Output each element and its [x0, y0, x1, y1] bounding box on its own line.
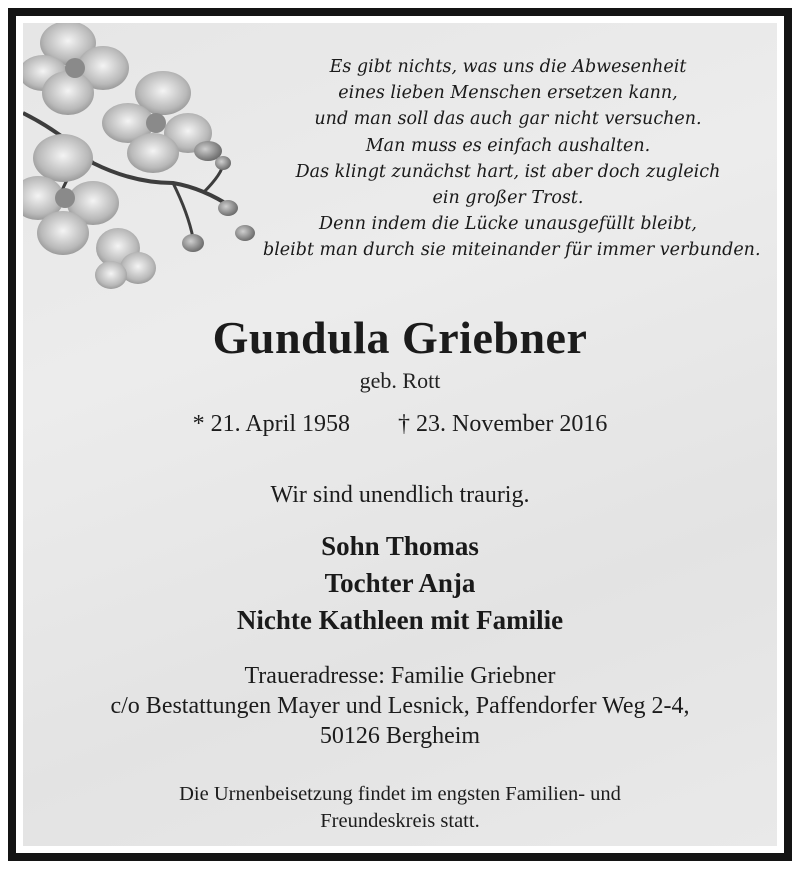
mourner: Nichte Kathleen mit Familie: [236, 605, 564, 635]
address-line: c/o Bestattungen Mayer und Lesnick, Paffendorfer Weg 2-4,: [110, 693, 690, 719]
address-line: Traueradresse: Familie Griebner: [244, 663, 556, 689]
maiden-name: geb. Rott: [359, 368, 441, 393]
mourning-address: [23, 661, 777, 751]
poem-line: Das klingt zunächst hart, ist aber doch zugleich: [295, 161, 721, 182]
death-date: † 23. November 2016: [398, 411, 608, 437]
notice-line: Die Urnenbeisetzung findet im engsten Familien- und: [179, 783, 621, 805]
poem-line: bleibt man durch sie miteinander für immer verbunden.: [263, 240, 761, 261]
poem-line: Es gibt nichts, was uns die Abwesenheit: [329, 57, 687, 77]
mourning-message: Wir sind unendlich traurig.: [270, 482, 530, 508]
notice-line: Freundeskreis statt.: [320, 810, 480, 832]
birth-date: * 21. April 1958: [192, 411, 351, 437]
obituary-frame: [8, 8, 792, 861]
poem-line: Man muss es einfach aushalten.: [365, 135, 651, 156]
poem-line: eines lieben Menschen ersetzen kann,: [338, 83, 678, 104]
deceased-name: Gundula Griebner: [212, 312, 588, 363]
mourner: Tochter Anja: [324, 568, 476, 598]
address-line: 50126 Bergheim: [319, 723, 481, 749]
obituary-panel: [23, 23, 777, 846]
poem-line: Denn indem die Lücke unausgefüllt bleibt,: [319, 214, 697, 235]
mourners-list: [23, 528, 777, 639]
orchid-flower-icon: [23, 23, 263, 293]
burial-notice: [23, 781, 777, 835]
poem-line: ein großer Trost.: [432, 188, 584, 209]
mourner: Sohn Thomas: [321, 531, 479, 561]
poem-line: und man soll das auch gar nicht versuchen.: [314, 109, 702, 130]
memorial-poem: [263, 54, 761, 264]
life-dates: [23, 411, 777, 438]
